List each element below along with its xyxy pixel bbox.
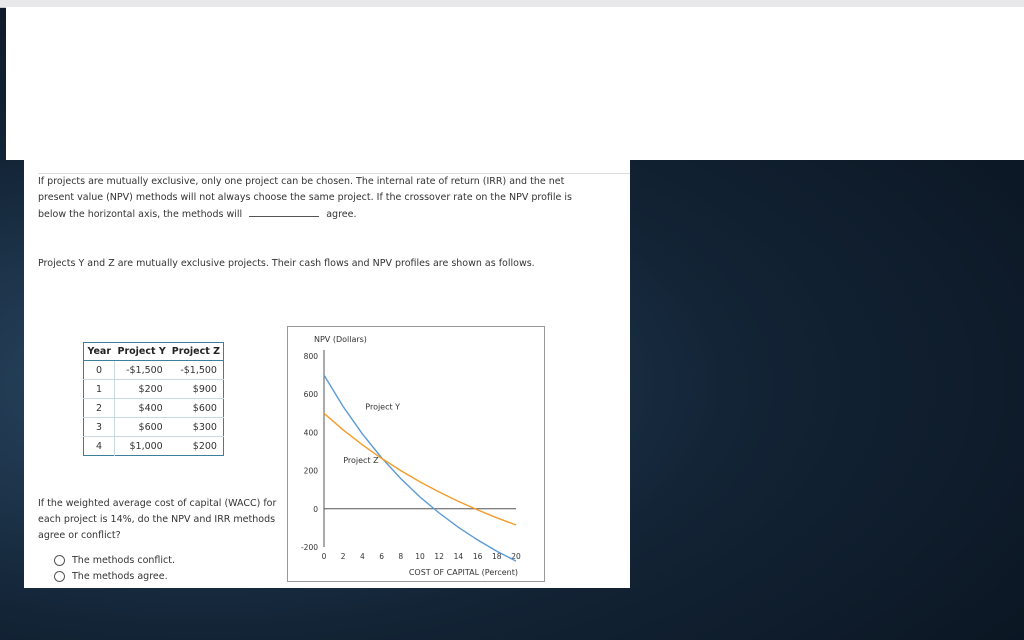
year-cell: 2 [84, 399, 115, 418]
chart-svg [288, 327, 544, 581]
tick-labels [301, 352, 521, 561]
series-lines [321, 375, 516, 561]
question-panel [24, 160, 630, 588]
table-row [84, 361, 224, 380]
x-tick-label: 0 [321, 552, 327, 561]
x-tick-label: 12 [434, 552, 444, 561]
table-row [84, 418, 224, 437]
y-tick-label: 200 [303, 466, 318, 476]
projects-intro: Projects Y and Z are mutually exclusive projects. Their cash flows and NPV profiles are shown as follows. [38, 258, 535, 269]
project-z-cell: -$1,500 [169, 361, 224, 380]
table-row [84, 437, 224, 456]
project-y-line [321, 375, 516, 561]
x-tick-label: 2 [340, 552, 346, 561]
project-z-cell: $200 [169, 437, 224, 456]
option-agree[interactable] [54, 571, 168, 582]
series-labels [343, 402, 400, 464]
axes [324, 350, 516, 547]
crossover-text: If projects are mutually exclusive, only one project can be chosen. The internal rate of return (IRR) and the net present value (NPV) methods will not always choose the same project. If the crossover rate on the NPV profile is below the horizontal axis, the methods will [38, 176, 573, 220]
project-z-cell: $300 [169, 418, 224, 437]
header-year: Year [84, 343, 115, 361]
crossover-text-end: agree. [326, 209, 357, 220]
crossover-paragraph [38, 174, 598, 223]
answer-dropdown[interactable] [249, 206, 319, 217]
cash-flow-table [83, 342, 224, 456]
year-cell: 1 [84, 380, 115, 399]
project-z-line [324, 413, 516, 525]
project-y-cell: -$1,500 [115, 361, 169, 380]
x-tick-label: 20 [511, 552, 521, 561]
y-tick-label: 800 [303, 352, 318, 361]
project-z-cell: $600 [169, 399, 224, 418]
x-axis-label: COST OF CAPITAL (Percent) [408, 568, 518, 577]
project-y-cell: $400 [115, 399, 169, 418]
header-project-y: Project Y [115, 343, 169, 361]
y-axis-label: NPV (Dollars) [314, 335, 367, 344]
header-project-z: Project Z [169, 343, 224, 361]
project-z-cell: $900 [169, 380, 224, 399]
project-y-cell: $1,000 [115, 437, 169, 456]
x-tick-label: 6 [379, 552, 384, 561]
project-y-cell: $200 [115, 380, 169, 399]
x-tick-label: 16 [472, 552, 483, 561]
x-tick-label: 4 [360, 552, 365, 561]
project-z-label: Project Z [343, 455, 379, 465]
radio-button[interactable] [54, 571, 65, 582]
project-y-cell: $600 [115, 418, 169, 437]
x-tick-label: 14 [453, 552, 464, 561]
option-label: The methods conflict. [72, 555, 175, 566]
table-row [84, 399, 224, 418]
year-cell: 3 [84, 418, 115, 437]
x-tick-label: 18 [492, 552, 502, 561]
x-tick-label: 10 [415, 552, 425, 561]
table-row [84, 380, 224, 399]
year-cell: 4 [84, 437, 115, 456]
y-tick-label: 400 [303, 428, 318, 438]
npv-profile-chart [287, 326, 545, 582]
x-tick-label: 8 [398, 552, 404, 561]
option-conflict[interactable] [54, 555, 175, 566]
option-label: The methods agree. [72, 571, 168, 582]
y-tick-label: 600 [303, 390, 318, 400]
project-y-label: Project Y [365, 402, 401, 412]
y-tick-label: 0 [313, 504, 318, 514]
wacc-question: If the weighted average cost of capital (WACC) for each project is 14%, do the NPV and IRR methods agree or conflict? [38, 498, 277, 541]
radio-button[interactable] [54, 555, 65, 566]
overlay-panel [6, 7, 1024, 160]
y-tick-label: -200 [300, 543, 318, 552]
year-cell: 0 [84, 361, 115, 380]
